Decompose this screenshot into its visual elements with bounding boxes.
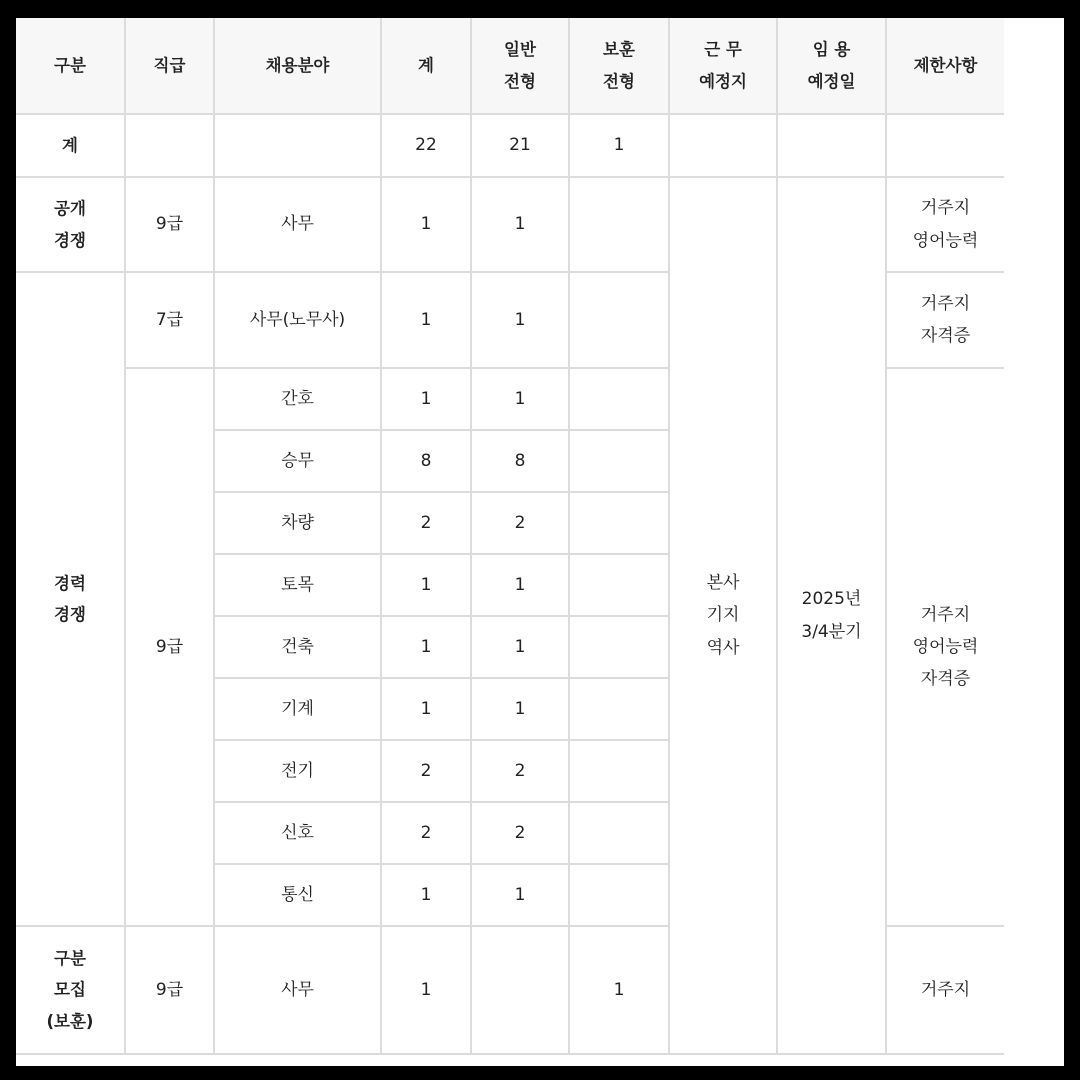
career-field: 전기 <box>214 740 381 802</box>
career-field: 승무 <box>214 430 381 492</box>
career-total: 8 <box>381 430 471 492</box>
career-grade7-general: 1 <box>471 272 569 368</box>
career-general: 1 <box>471 368 569 430</box>
empty-cell <box>777 114 886 177</box>
open-competition-grade: 9급 <box>125 177 214 272</box>
career-field: 차량 <box>214 492 381 554</box>
career-veteran <box>569 430 669 492</box>
total-total: 22 <box>381 114 471 177</box>
open-competition-total: 1 <box>381 177 471 272</box>
career-general: 1 <box>471 864 569 926</box>
header-category: 구분 <box>16 18 125 114</box>
total-label: 계 <box>16 114 125 177</box>
career-field: 통신 <box>214 864 381 926</box>
open-competition-general: 1 <box>471 177 569 272</box>
header-grade: 직급 <box>125 18 214 114</box>
header-total: 계 <box>381 18 471 114</box>
recruitment-sheet <box>16 18 1064 1066</box>
header-general: 일반 전형 <box>471 18 569 114</box>
open-competition-field: 사무 <box>214 177 381 272</box>
open-competition-veteran <box>569 177 669 272</box>
career-veteran <box>569 740 669 802</box>
veteran-recruit-field: 사무 <box>214 926 381 1054</box>
career-grade7-field: 사무(노무사) <box>214 272 381 368</box>
career-total: 1 <box>381 864 471 926</box>
header-row <box>16 18 1004 114</box>
empty-cell <box>214 114 381 177</box>
career-veteran <box>569 678 669 740</box>
career-total: 2 <box>381 802 471 864</box>
empty-cell <box>886 114 1004 177</box>
header-restriction: 제한사항 <box>886 18 1004 114</box>
header-workplace: 근 무 예정지 <box>669 18 777 114</box>
recruitment-table <box>16 18 1004 1055</box>
career-field: 기계 <box>214 678 381 740</box>
career-grade7-total: 1 <box>381 272 471 368</box>
career-general: 2 <box>471 740 569 802</box>
career-grade9-grade: 9급 <box>125 368 214 926</box>
workplace-cell: 본사 기지 역사 <box>669 177 777 1054</box>
open-competition-row <box>16 177 1004 272</box>
career-veteran <box>569 616 669 678</box>
career-competition-label: 경력 경쟁 <box>16 272 125 926</box>
career-general: 1 <box>471 678 569 740</box>
career-grade9-restriction: 거주지 영어능력 자격증 <box>886 368 1004 926</box>
career-grade7-grade: 7급 <box>125 272 214 368</box>
career-total: 1 <box>381 368 471 430</box>
career-total: 1 <box>381 616 471 678</box>
career-veteran <box>569 802 669 864</box>
open-competition-restriction: 거주지 영어능력 <box>886 177 1004 272</box>
veteran-recruit-restriction: 거주지 <box>886 926 1004 1054</box>
career-total: 2 <box>381 740 471 802</box>
career-field: 신호 <box>214 802 381 864</box>
career-general: 2 <box>471 802 569 864</box>
veteran-recruit-general <box>471 926 569 1054</box>
empty-cell <box>125 114 214 177</box>
veteran-recruit-label: 구분 모집 (보훈) <box>16 926 125 1054</box>
header-appoint-date: 임 용 예정일 <box>777 18 886 114</box>
header-veteran: 보훈 전형 <box>569 18 669 114</box>
veteran-recruit-veteran: 1 <box>569 926 669 1054</box>
career-general: 1 <box>471 616 569 678</box>
appoint-date-cell: 2025년 3/4분기 <box>777 177 886 1054</box>
career-veteran <box>569 492 669 554</box>
career-general: 1 <box>471 554 569 616</box>
veteran-recruit-total: 1 <box>381 926 471 1054</box>
header-field: 채용분야 <box>214 18 381 114</box>
total-row <box>16 114 1004 177</box>
total-veteran: 1 <box>569 114 669 177</box>
career-general: 8 <box>471 430 569 492</box>
career-grade7-restriction: 거주지 자격증 <box>886 272 1004 368</box>
total-general: 21 <box>471 114 569 177</box>
career-veteran <box>569 554 669 616</box>
career-total: 2 <box>381 492 471 554</box>
career-total: 1 <box>381 678 471 740</box>
career-field: 간호 <box>214 368 381 430</box>
career-veteran <box>569 368 669 430</box>
open-competition-label: 공개 경쟁 <box>16 177 125 272</box>
career-total: 1 <box>381 554 471 616</box>
empty-cell <box>669 114 777 177</box>
career-grade7-veteran <box>569 272 669 368</box>
veteran-recruit-grade: 9급 <box>125 926 214 1054</box>
career-general: 2 <box>471 492 569 554</box>
career-field: 건축 <box>214 616 381 678</box>
career-field: 토목 <box>214 554 381 616</box>
career-veteran <box>569 864 669 926</box>
